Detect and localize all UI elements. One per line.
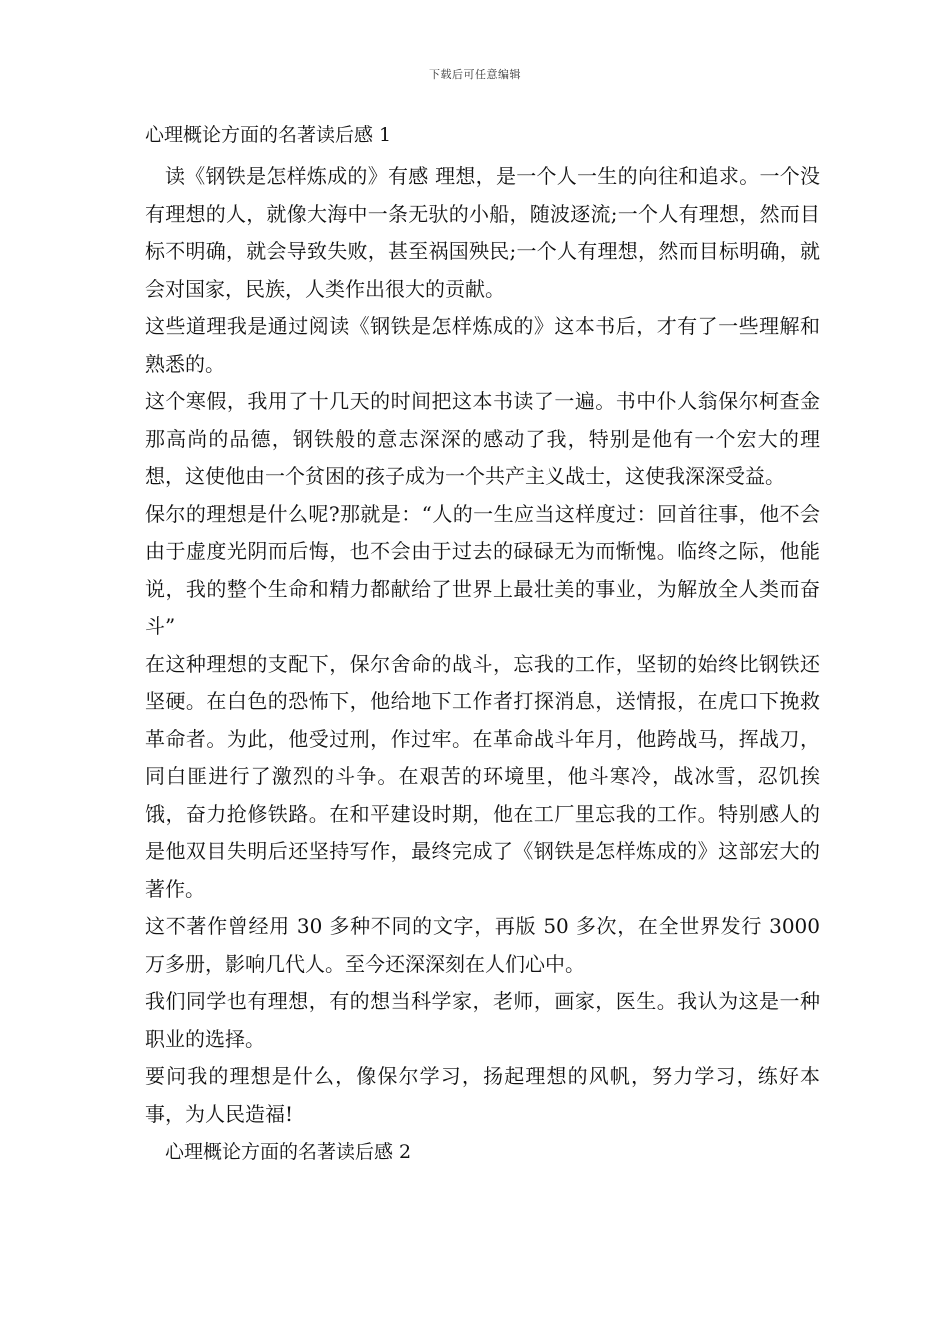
document-body xyxy=(145,120,820,1175)
paragraph-5: 在这种理想的支配下，保尔舍命的战斗，忘我的工作，坚韧的始终比钢铁还坚硬。在白色的恐怖下，他给地下工作者打探消息，送情报，在虎口下挽救革命者。为此，他受过刑，作过牢。在革命战斗年月，他跨战马，挥战刀，同白匪进行了激烈的斗争。在艰苦的环境里，他斗寒冷，战冰雪，忍饥挨饿，奋力抢修铁路。在和平建设时期，他在工厂里忘我的工作。特别感人的是他双目失明后还坚持写作，最终完成了《钢铁是怎样炼成的》这部宏大的著作。 xyxy=(145,651,820,901)
paragraph-4: 保尔的理想是什么呢?那就是：“人的一生应当这样度过：回首往事，他不会由于虚度光阴而后悔，也不会由于过去的碌碌无为而惭愧。临终之际，他能说，我的整个生命和精力都献给了世界上最壮美的事业，为解放全人类而奋斗” xyxy=(145,501,820,638)
paragraph-1: 读《钢铁是怎样炼成的》有感 理想，是一个人一生的向往和追求。一个没有理想的人，就像大海中一条无驮的小船，随波逐流;一个人有理想，然而目标不明确，就会导致失败，甚至祸国殃民;一个人有理想，然而目标明确，就会对国家，民族，人类作出很大的贡献。 xyxy=(145,164,820,301)
paragraph-2: 这些道理我是通过阅读《钢铁是怎样炼成的》这本书后，才有了一些理解和熟悉的。 xyxy=(145,314,820,376)
section-title-2: 心理概论方面的名著读后感 2 xyxy=(165,1141,412,1163)
paragraph-6: 这不著作曾经用 30 多种不同的文字，再版 50 多次，在全世界发行 3000 万多册，影响几代人。至今还深深刻在人们心中。 xyxy=(145,914,820,976)
paragraph-3: 这个寒假，我用了十几天的时间把这本书读了一遍。书中仆人翁保尔柯查金那高尚的品德，钢铁般的意志深深的感动了我，特别是他有一个宏大的理想，这使他由一个贫困的孩子成为一个共产主义战士，这使我深深受益。 xyxy=(145,389,820,488)
paragraph-7: 我们同学也有理想，有的想当科学家，老师，画家，医生。我认为这是一种职业的选择。 xyxy=(145,989,820,1051)
section-title-1: 心理概论方面的名著读后感 1 xyxy=(145,124,392,146)
page-header-note: 下载后可任意编辑 xyxy=(429,68,521,81)
paragraph-8: 要问我的理想是什么，像保尔学习，扬起理想的风帆，努力学习，练好本事，为人民造福! xyxy=(145,1064,820,1126)
